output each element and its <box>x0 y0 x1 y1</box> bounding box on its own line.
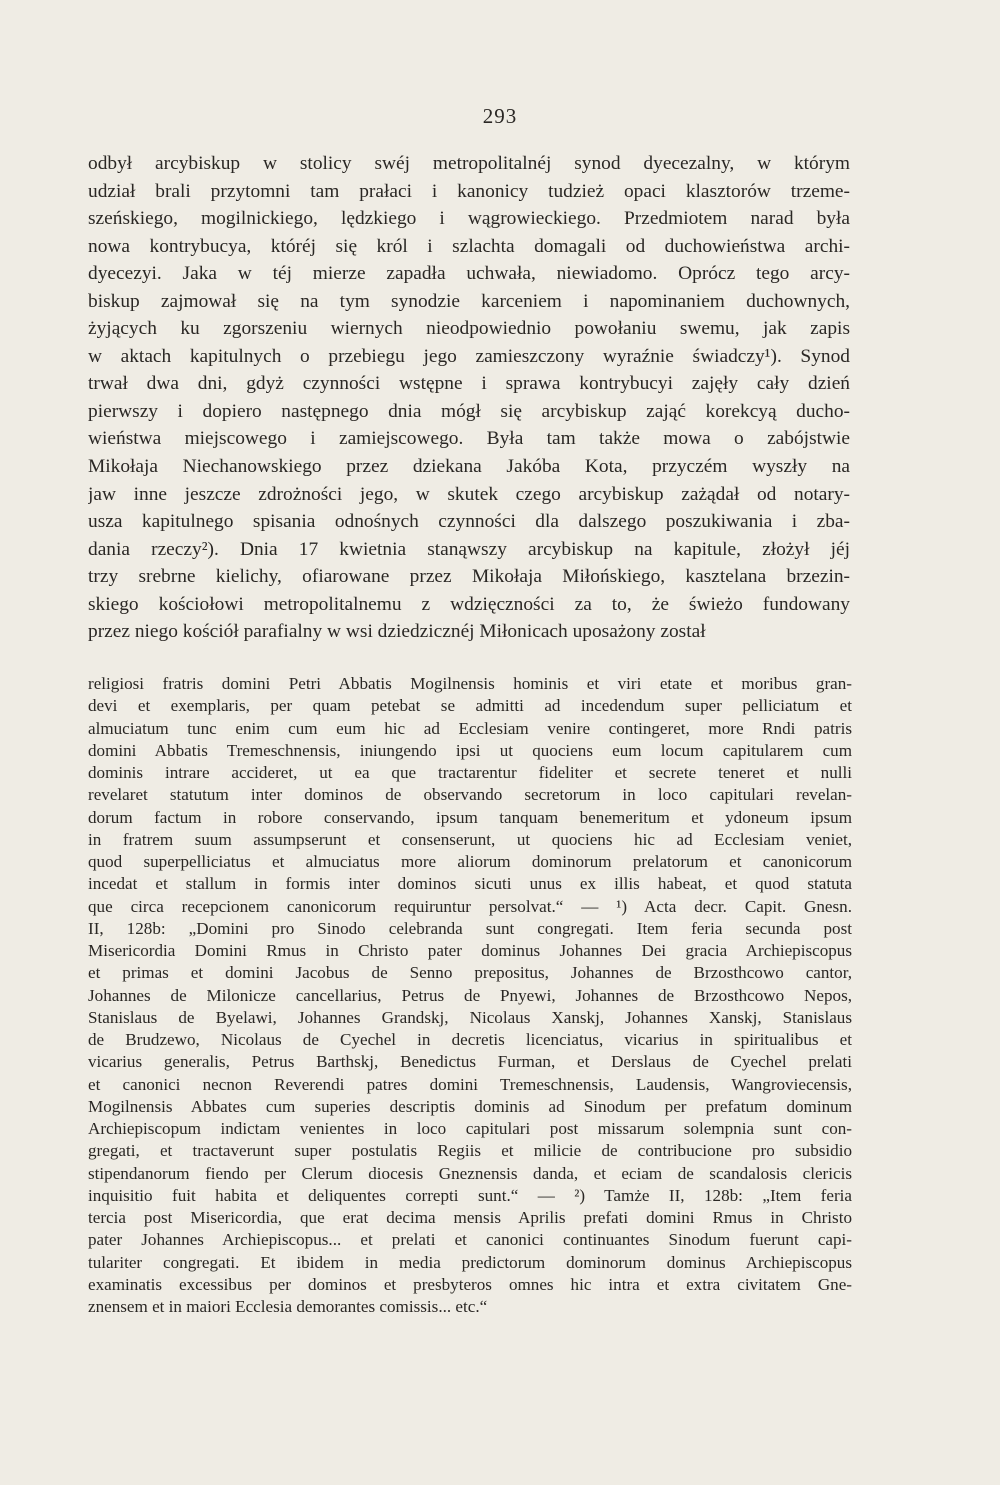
text-line: dyecezyi. Jaka w téj mierze zapadła uchwała, niewiadomo. Oprócz tego arcy- <box>88 263 850 285</box>
footnote-line: domini Abbatis Tremeschnensis, iniungendo ipsi ut quociens eum locum capitularem cum <box>88 740 852 760</box>
footnote-line: incedat et stallum in formis inter dominos sicuti unus ex illis habeat, et quod statuta <box>88 874 852 894</box>
text-line: odbył arcybiskup w stolicy swéj metropolitalnéj synod dyecezalny, w którym <box>88 153 850 174</box>
footnote-line: quod superpelliciatus et almuciatus more aliorum dominorum prelatorum et canonicorum <box>88 852 852 871</box>
text-line: pierwszy i dopiero następnego dnia mógł się arcybiskup zająć korekcyą ducho- <box>88 400 850 422</box>
footnote-line: pater Johannes Archiepiscopus... et prelati et canonici continuantes Sinodum fuerunt capi- <box>88 1230 852 1250</box>
text-line: skiego kościołowi metropolitalnemu z wdzięczności za to, że świeżo fundowany <box>88 593 850 615</box>
main-body-text <box>88 150 850 646</box>
footnote-line: znensem et in maiori Ecclesia demorantes comissis... etc.“ <box>88 1297 488 1316</box>
footnote-line: dorum factum in robore conservando, ipsum tanquam benemeritum et ydoneum ipsum <box>88 807 852 827</box>
footnote-line: tulariter congregati. Et ibidem in media predictorum dominorum dominus Archiepiscopus <box>88 1252 852 1272</box>
footnote-line: examinatis excessibus per dominos et presbyteros omnes hic intra et extra civitatem Gne- <box>88 1274 852 1294</box>
text-line: jaw inne jeszcze zdrożności jego, w skutek czego arcybiskup zażądał od notary- <box>88 483 850 505</box>
footnote-line: et canonici necnon Reverendi patres domini Tremeschnensis, Laudensis, Wangroviecensis, <box>88 1074 852 1094</box>
text-line: biskup zajmował się na tym synodzie karceniem i napominaniem duchownych, <box>88 290 850 312</box>
footnote-line: in fratrem suum assumpserunt et consenserunt, ut quociens hic ad Ecclesiam veniet, <box>88 829 852 849</box>
footnote-line: stipendanorum fiendo per Clerum diocesis Gneznensis danda, et eciam de scandalosis clericis <box>88 1163 852 1183</box>
footnote-line: de Brudzewo, Nicolaus de Cyechel in decretis licenciatus, vicarius in spiritualibus et <box>88 1030 852 1049</box>
text-line: usza kapitulnego spisania odnośnych czynności dla dalszego poszukiwania i zba- <box>88 511 850 533</box>
footnote-line: tercia post Misericordia, que erat decima mensis Aprilis prefati domini Rmus in Christo <box>88 1208 852 1227</box>
footnote-line: II, 128b: „Domini pro Sinodo celebranda sunt congregati. Item feria secunda post <box>88 918 852 938</box>
footnote-line: Johannes de Milonicze cancellarius, Petrus de Pnyewi, Johannes de Brzosthcowo Nepos, <box>88 985 852 1005</box>
footnote-line: inquisitio fuit habita et deliquentes correpti sunt.“ — ²) Tamże II, 128b: „Item feria <box>88 1185 852 1205</box>
footnote-line: religiosi fratris domini Petri Abbatis Mogilnensis hominis et viri etate et moribus gran- <box>88 674 852 693</box>
text-line: nowa kontrybucya, któréj się król i szlachta domagali od duchowieństwa archi- <box>88 235 850 257</box>
text-line: szeńskiego, mogilnickiego, lędzkiego i wągrowieckiego. Przedmiotem narad była <box>88 208 850 230</box>
footnote-line: revelaret statutum inter dominos de observando secretorum in loco capitulari revelan- <box>88 785 852 805</box>
text-line: trzy srebrne kielichy, ofiarowane przez Mikołaja Miłońskiego, kasztelana brzezin- <box>88 566 850 588</box>
footnote-line: Mogilnensis Abbates cum superies descriptis dominis ad Sinodum per prefatum dominum <box>88 1096 852 1116</box>
footnote-line: almuciatum tunc enim cum eum hic ad Ecclesiam venire contingeret, more Rndi patris <box>88 718 852 738</box>
footnote-line: et primas et domini Jacobus de Senno prepositus, Johannes de Brzosthcowo cantor, <box>88 963 852 983</box>
text-line: trwał dwa dni, gdyż czynności wstępne i sprawa kontrybucyi zajęły cały dzień <box>88 373 850 395</box>
page-number: 293 <box>482 104 518 128</box>
text-line: przez niego kościół parafialny w wsi dziedzicznéj Miłonicach uposażony został <box>88 621 706 643</box>
text-line: dania rzeczy²). Dnia 17 kwietnia stanąwszy arcybiskup na kapitule, złożył jéj <box>88 538 850 560</box>
footnote-line: devi et exemplaris, per quam petebat se admitti ad incedendum super pelliciatum et <box>88 696 852 716</box>
text-line: Mikołaja Niechanowskiego przez dziekana Jakóba Kota, przyczém wyszły na <box>88 456 850 478</box>
footnote-line: Archiepiscopum indictam venientes in loco capitulari post missarum solempnia sunt con- <box>88 1119 852 1138</box>
footnotes <box>88 673 852 1318</box>
footnote-line: Stanislaus de Byelawi, Johannes Grandskj, Nicolaus Xanskj, Johannes Xanskj, Stanislaus <box>88 1007 852 1027</box>
footnote-line: dominis intrare accideret, ut ea que tractarentur fideliter et secrete teneret et nulli <box>88 763 852 782</box>
footnote-line: vicarius generalis, Petrus Barthskj, Benedictus Furman, et Derslaus de Cyechel prelati <box>88 1052 852 1072</box>
footnote-line: Misericordia Domini Rmus in Christo pater dominus Johannes Dei gracia Archiepiscopus <box>88 941 852 960</box>
text-line: w aktach kapitulnych o przebiegu jego zamieszczony wyraźnie świadczy¹). Synod <box>88 345 850 367</box>
text-line: udział brali przytomni tam prałaci i kanonicy tudzież opaci klasztorów trzeme- <box>88 180 850 202</box>
footnote-line: que circa recepcionem canonicorum requiruntur persolvat.“ — ¹) Acta decr. Capit. Gnesn. <box>88 896 852 916</box>
text-line: wieństwa miejscowego i zamiejscowego. Była tam także mowa o zabójstwie <box>88 428 850 450</box>
text-line: żyjących ku zgorszeniu wiernych nieodpowiednio powołaniu swemu, jak zapis <box>88 318 850 340</box>
footnote-line: gregati, et tractaverunt super postulatis Regiis et milicie de contribucione pro subsidio <box>88 1141 852 1161</box>
